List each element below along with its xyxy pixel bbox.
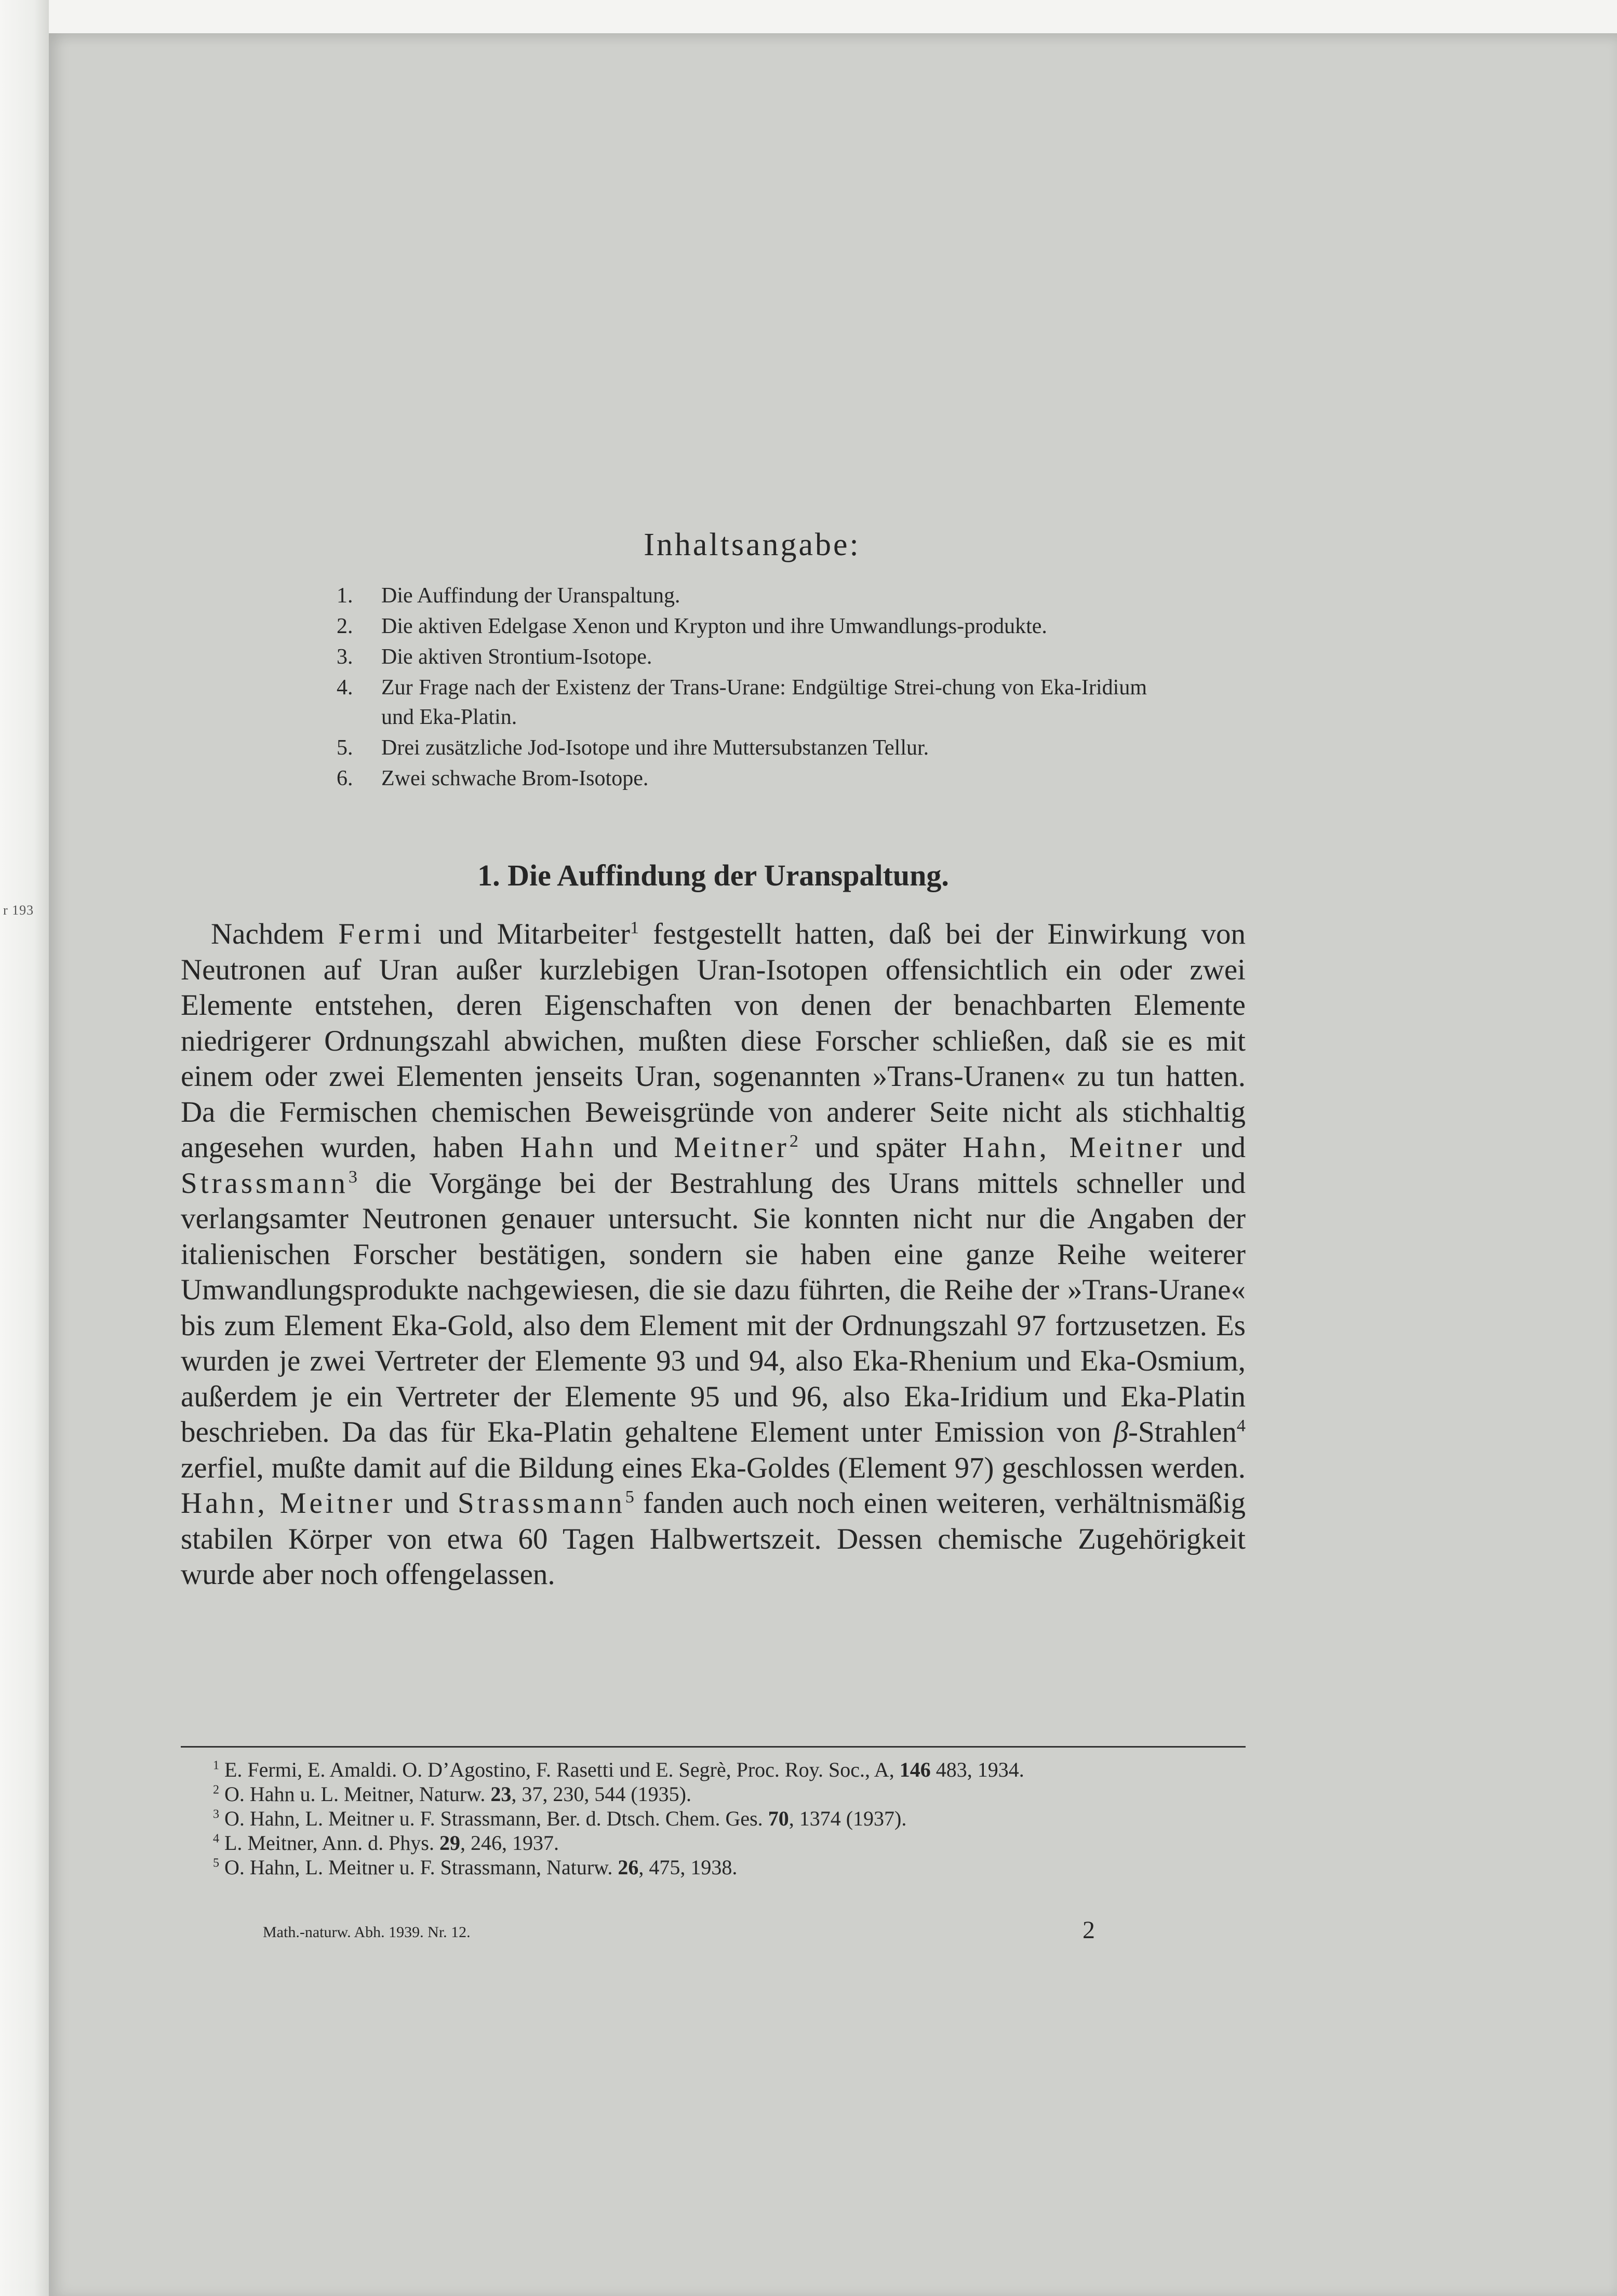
section-1 [181,858,1246,1593]
text-run: festgestellt hatten, daß bei der Einwirkung von Neutronen auf Uran außer kurzlebigen Uran-Isotopen offensichtlich ein oder zwei Elemente entstehen, deren Eigenschaften von denen der benachbarten Elemente niedrigerer Ordnungszahl abwichen, mußten diese Forscher schließen, daß sie es mit einem oder zwei Elementen jenseits Uran, sogenannten »Trans-Uranen« zu tun hatten. Da die Fermischen chemischen Beweisgründe von anderer Seite nicht als stichhaltig angesehen wurden, haben [181,918,1246,1164]
footnote-text: , 246, 1937. [460,1831,559,1855]
document-page [49,33,1617,2296]
toc-item-number: 5. [337,736,353,760]
page-number: 2 [1083,1916,1095,1944]
footnote [181,1782,1246,1806]
section-title: 1. Die Auffindung der Uranspaltung. [477,858,949,892]
footnote-volume: 29 [439,1831,460,1855]
footnote-text: O. Hahn, L. Meitner u. F. Strassmann, Ber. d. Dtsch. Chem. Ges. [224,1807,768,1830]
toc-item-text: Die aktiven Edelgase Xenon und Krypton und ihre Umwandlungs-produkte. [381,614,1047,638]
footnote-text: 483, 1934. [930,1758,1024,1781]
toc-item-text: Drei zusätzliche Jod-Isotope und ihre Muttersubstanzen Tellur. [381,736,929,760]
footnote-ref: 3 [348,1167,357,1187]
toc-item [337,581,1147,611]
footnote-text: E. Fermi, E. Amaldi. O. D’Agostino, F. Rasetti und E. Segrè, Proc. Roy. Soc., A, [224,1758,900,1781]
text-run: und später [798,1131,963,1164]
beta-symbol: β [1113,1416,1128,1448]
author-name: Fermi [338,918,425,950]
toc-item-number: 6. [337,767,353,790]
text-run: -Strahlen [1128,1416,1237,1448]
footnote-number: 1 [213,1758,219,1773]
footnote-volume: 26 [618,1856,639,1879]
edge-mark: r 193 [3,903,34,918]
toc-item [337,764,1147,794]
toc-title: Inhaltsangabe: [644,527,861,562]
toc-item-text: Zwei schwache Brom-Isotope. [381,767,649,790]
footnote-ref: 4 [1236,1416,1246,1435]
author-name: Strassmann [181,1166,349,1200]
toc-item-number: 4. [337,676,353,700]
text-run: und [395,1487,458,1520]
footnote-text: , 37, 230, 544 (1935). [511,1782,691,1806]
signature-line: Math.-naturw. Abh. 1939. Nr. 12. [263,1924,471,1941]
toc-item-text: Die aktiven Strontium-Isotope. [381,645,652,669]
footnote-ref: 1 [630,918,639,937]
footnote-text: O. Hahn, L. Meitner u. F. Strassmann, Naturw. [224,1856,618,1879]
footnote-volume: 146 [899,1758,931,1781]
footnote [181,1806,1246,1831]
footnote-volume: 70 [768,1807,789,1830]
toc-item [337,642,1147,672]
footnote-ref: 5 [625,1487,634,1507]
footnote [181,1757,1246,1782]
author-name: Meitner [674,1131,790,1164]
footnote-number: 4 [213,1832,219,1846]
text-run: und [596,1131,674,1164]
footnote-number: 2 [213,1783,219,1797]
text-run: und [1184,1131,1246,1164]
footnote [181,1831,1246,1855]
author-name: Hahn, Meitner [963,1131,1185,1164]
text-run: die Vorgänge bei der Bestrahlung des Urans mittels schneller und verlangsamter Neutronen genauer untersucht. Sie konnten nicht nur die Angaben der italienischen Forscher bestätigen, sondern sie haben eine ganze Reihe weiterer Umwandlungsprodukte nachgewiesen, die sie dazu führten, die Reihe der »Trans-Urane« bis zum Element Eka-Gold, also dem Element mit der Ordnungszahl 97 fortzusetzen. Es wurden je zwei Vertreter der Elemente 93 und 94, also Eka-Rhenium und Eka-Osmium, außerdem je ein Vertreter der Elemente 95 und 96, also Eka-Iridium und Eka-Platin beschrieben. Da das für Eka-Platin gehaltene Element unter Emission von [181,1166,1246,1448]
toc-item-number: 1. [337,584,353,608]
footnote-number: 3 [213,1807,219,1821]
author-name: Strassmann [457,1487,625,1520]
toc-item-text: Zur Frage nach der Existenz der Trans-Urane: Endgültige Strei-chung von Eka-Iridium und Eka-Platin. [381,676,1147,729]
text-run: zerfiel, mußte damit auf die Bildung eines Eka-Goldes (Element 97) geschlossen werden. [181,1451,1246,1484]
footnote-divider [181,1746,1246,1748]
body-paragraph [181,917,1246,1593]
toc-item [337,673,1147,732]
toc-item [337,612,1147,641]
toc-list [337,581,1147,794]
text-run: Nachdem [211,918,339,950]
footnotes [181,1757,1246,1879]
toc-item-text: Die Auffindung der Uranspaltung. [381,584,680,608]
footnote-text: , 475, 1938. [638,1856,738,1879]
author-name: Hahn, Meitner [181,1487,396,1520]
footnote-text: , 1374 (1937). [789,1807,907,1830]
toc-item-number: 3. [337,645,353,669]
text-run: fanden auch noch einen weiteren, verhältnismäßig stabilen Körper von etwa 60 Tagen Halbwertszeit. Dessen chemische Zugehörigkeit wurde aber noch offengelassen. [181,1487,1246,1591]
table-of-contents [337,527,1147,795]
footnote-ref: 2 [789,1132,798,1151]
page-left-edge [0,0,49,2296]
text-run: und Mitarbeiter [424,918,631,950]
footnote-volume: 23 [490,1782,512,1806]
footnote-number: 5 [213,1856,219,1870]
footnote-text: O. Hahn u. L. Meitner, Naturw. [224,1782,491,1806]
toc-item-number: 2. [337,614,353,638]
toc-item [337,733,1147,763]
footnote-text: L. Meitner, Ann. d. Phys. [224,1831,439,1855]
author-name: Hahn [520,1131,597,1164]
footnote [181,1855,1246,1879]
